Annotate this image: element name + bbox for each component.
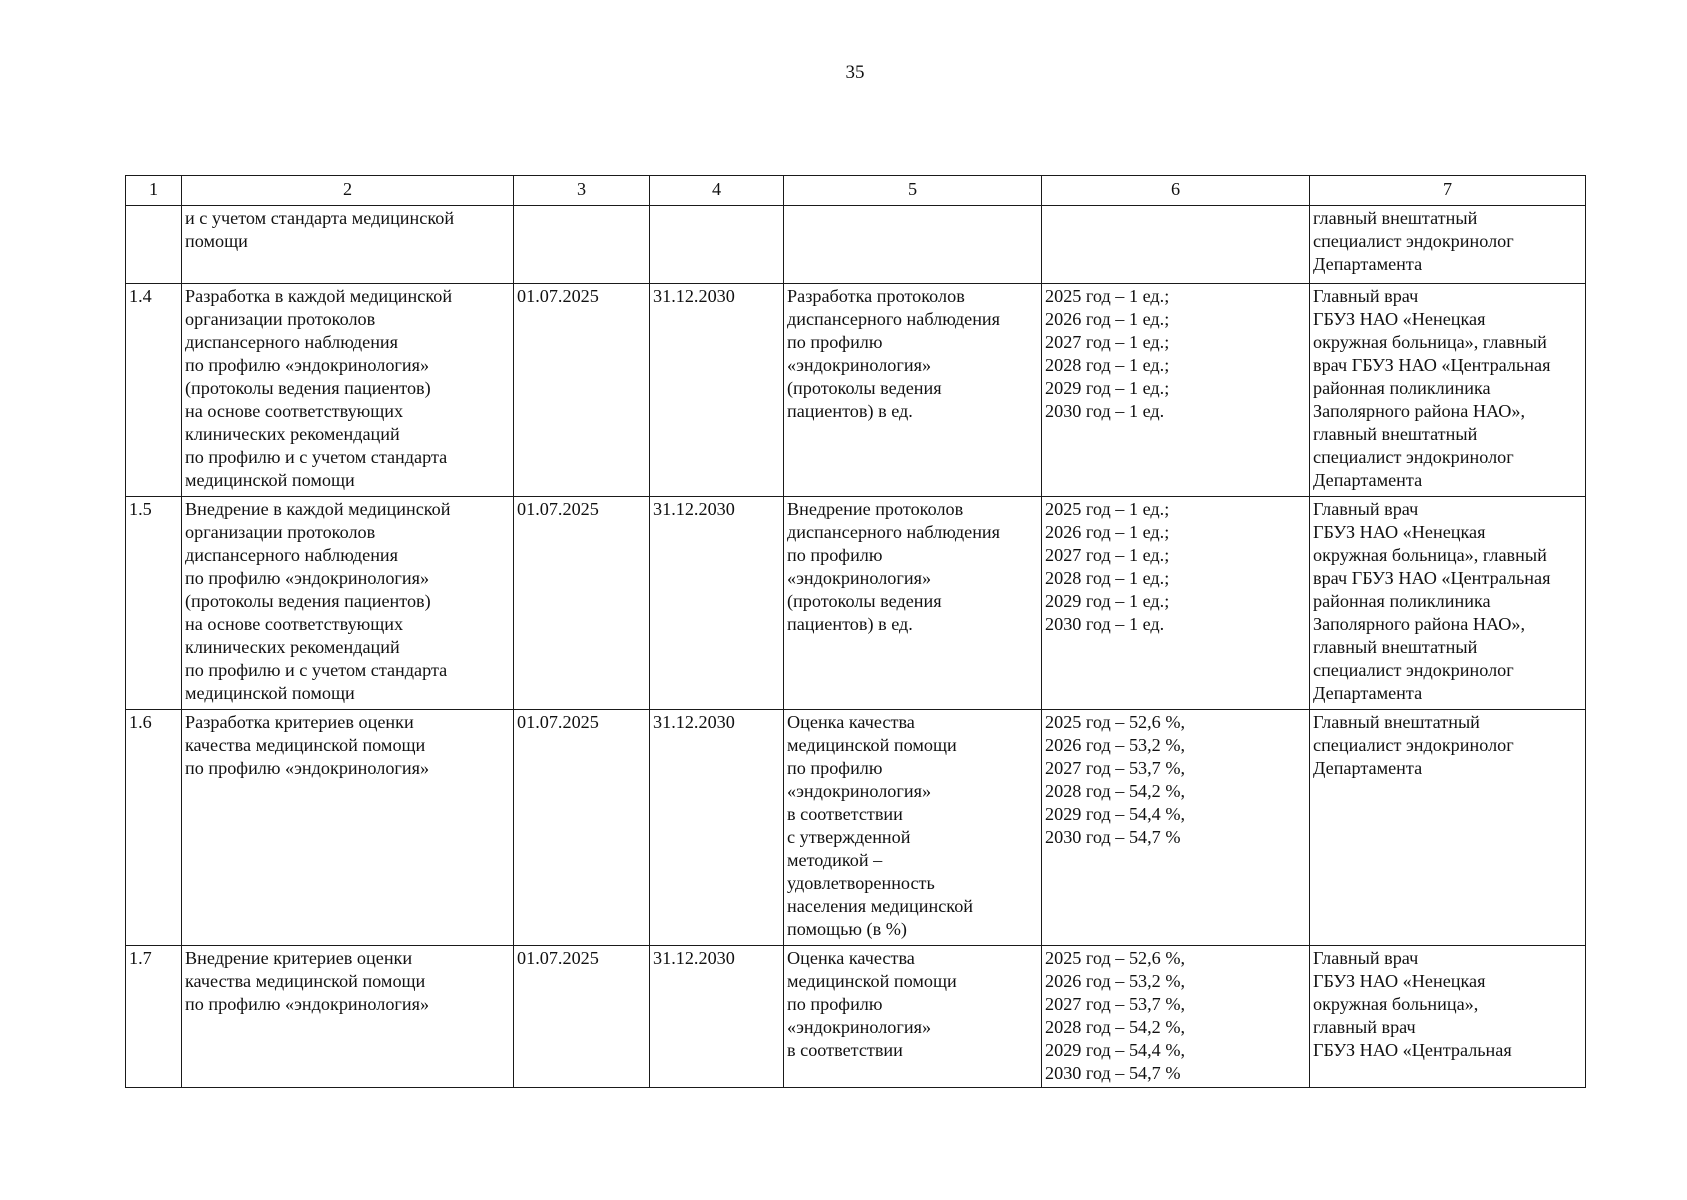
indicator-cell-line: Внедрение протоколов xyxy=(787,499,964,519)
indicator-cell-line: по профилю xyxy=(787,332,883,352)
target-values-cell-line: 2027 год – 53,7 %, xyxy=(1045,758,1186,778)
target-values-cell-line: 2029 год – 54,4 %, xyxy=(1045,804,1186,824)
responsible-cell-line: врач ГБУЗ НАО «Центральная xyxy=(1313,568,1551,588)
indicator-cell-line: Оценка качества xyxy=(787,712,915,732)
table-row xyxy=(126,946,1586,1088)
end-date-cell: 31.12.2030 xyxy=(650,497,784,710)
row-number-cell: 1.7 xyxy=(126,946,182,1088)
column-header: 5 xyxy=(784,176,1042,206)
responsible-cell-line: главный внештатный xyxy=(1313,637,1478,657)
activity-cell-line: по профилю «эндокринология» xyxy=(185,994,430,1014)
responsible-cell-line: Главный внештатный xyxy=(1313,712,1480,732)
indicator-cell-line: пациентов) в ед. xyxy=(787,614,913,634)
table-body xyxy=(126,206,1586,1088)
target-values-cell-line: 2027 год – 53,7 %, xyxy=(1045,994,1186,1014)
responsible-cell xyxy=(1310,710,1586,946)
target-values-cell-line: 2025 год – 1 ед.; xyxy=(1045,286,1170,306)
target-values-cell xyxy=(1042,284,1310,497)
activity-cell-line: (протоколы ведения пациентов) xyxy=(185,591,431,611)
table-row xyxy=(126,206,1586,284)
responsible-cell-line: Департамента xyxy=(1313,758,1423,778)
responsible-cell xyxy=(1310,946,1586,1088)
indicator-cell xyxy=(784,946,1042,1088)
responsible-cell-line: окружная больница», главный xyxy=(1313,332,1547,352)
column-header: 7 xyxy=(1310,176,1586,206)
activity-cell xyxy=(182,206,514,284)
target-values-cell-line: 2030 год – 1 ед. xyxy=(1045,401,1165,421)
target-values-cell xyxy=(1042,710,1310,946)
indicator-cell-line: Разработка протоколов xyxy=(787,286,965,306)
responsible-cell-line: специалист эндокринолог xyxy=(1313,660,1514,680)
activity-cell-line: по профилю «эндокринология» xyxy=(185,758,430,778)
activity-cell-line: клинических рекомендаций xyxy=(185,637,400,657)
target-values-cell-line: 2029 год – 54,4 %, xyxy=(1045,1040,1186,1060)
target-values-cell-line: 2028 год – 54,2 %, xyxy=(1045,781,1186,801)
activity-cell xyxy=(182,497,514,710)
responsible-cell-line: ГБУЗ НАО «Центральная xyxy=(1313,1040,1512,1060)
start-date-cell: 01.07.2025 xyxy=(514,710,650,946)
indicator-cell-line: пациентов) в ед. xyxy=(787,401,913,421)
activity-cell-line: Разработка в каждой медицинской xyxy=(185,286,453,306)
activity-cell-line: (протоколы ведения пациентов) xyxy=(185,378,431,398)
responsible-cell-line: районная поликлиника xyxy=(1313,591,1491,611)
indicator-cell-line: медицинской помощи xyxy=(787,735,957,755)
target-values-cell-line: 2026 год – 1 ед.; xyxy=(1045,309,1170,329)
indicator-cell-line: диспансерного наблюдения xyxy=(787,522,1001,542)
activities-table xyxy=(125,175,1586,1088)
target-values-cell-line: 2030 год – 1 ед. xyxy=(1045,614,1165,634)
row-number-cell: 1.4 xyxy=(126,284,182,497)
responsible-cell-line: Департамента xyxy=(1313,470,1423,490)
table-row xyxy=(126,284,1586,497)
row-number-cell: 1.5 xyxy=(126,497,182,710)
column-header: 1 xyxy=(126,176,182,206)
responsible-cell-line: специалист эндокринолог xyxy=(1313,231,1514,251)
activity-cell-line: диспансерного наблюдения xyxy=(185,545,399,565)
row-number-cell xyxy=(126,206,182,284)
indicator-cell-line: «эндокринология» xyxy=(787,568,932,588)
responsible-cell xyxy=(1310,497,1586,710)
target-values-cell-line: 2026 год – 53,2 %, xyxy=(1045,971,1186,991)
activity-cell-line: организации протоколов xyxy=(185,309,376,329)
activity-cell-line: клинических рекомендаций xyxy=(185,424,400,444)
indicator-cell-line: диспансерного наблюдения xyxy=(787,309,1001,329)
indicator-cell-line: по профилю xyxy=(787,994,883,1014)
activity-cell-line: по профилю «эндокринология» xyxy=(185,355,430,375)
column-header: 6 xyxy=(1042,176,1310,206)
indicator-cell xyxy=(784,206,1042,284)
indicator-cell-line: «эндокринология» xyxy=(787,781,932,801)
column-header: 4 xyxy=(650,176,784,206)
target-values-cell-line: 2030 год – 54,7 % xyxy=(1045,827,1181,847)
table-row xyxy=(126,710,1586,946)
indicator-cell-line: с утвержденной xyxy=(787,827,911,847)
start-date-cell: 01.07.2025 xyxy=(514,946,650,1088)
activity-cell-line: и с учетом стандарта медицинской xyxy=(185,208,455,228)
activity-cell-line: медицинской помощи xyxy=(185,683,355,703)
indicator-cell-line: в соответствии xyxy=(787,1040,903,1060)
target-values-cell xyxy=(1042,497,1310,710)
responsible-cell-line: ГБУЗ НАО «Ненецкая xyxy=(1313,309,1486,329)
activity-cell-line: диспансерного наблюдения xyxy=(185,332,399,352)
column-header: 2 xyxy=(182,176,514,206)
responsible-cell-line: Департамента xyxy=(1313,254,1423,274)
target-values-cell-line: 2026 год – 53,2 %, xyxy=(1045,735,1186,755)
row-number-cell: 1.6 xyxy=(126,710,182,946)
activity-cell-line: медицинской помощи xyxy=(185,470,355,490)
responsible-cell xyxy=(1310,284,1586,497)
activity-cell xyxy=(182,946,514,1088)
responsible-cell-line: ГБУЗ НАО «Ненецкая xyxy=(1313,971,1486,991)
activity-cell xyxy=(182,284,514,497)
indicator-cell xyxy=(784,710,1042,946)
responsible-cell-line: окружная больница», главный xyxy=(1313,545,1547,565)
target-values-cell-line: 2025 год – 1 ед.; xyxy=(1045,499,1170,519)
end-date-cell: 31.12.2030 xyxy=(650,710,784,946)
activity-cell-line: помощи xyxy=(185,231,248,251)
indicator-cell-line: населения медицинской xyxy=(787,896,974,916)
responsible-cell-line: Главный врач xyxy=(1313,286,1419,306)
responsible-cell-line: районная поликлиника xyxy=(1313,378,1491,398)
end-date-cell xyxy=(650,206,784,284)
table-header-row xyxy=(126,176,1586,206)
responsible-cell-line: Заполярного района НАО», xyxy=(1313,401,1526,421)
indicator-cell-line: по профилю xyxy=(787,758,883,778)
indicator-cell xyxy=(784,497,1042,710)
target-values-cell-line: 2028 год – 54,2 %, xyxy=(1045,1017,1186,1037)
responsible-cell-line: специалист эндокринолог xyxy=(1313,735,1514,755)
indicator-cell-line: (протоколы ведения xyxy=(787,378,942,398)
indicator-cell-line: по профилю xyxy=(787,545,883,565)
indicator-cell-line: медицинской помощи xyxy=(787,971,957,991)
end-date-cell: 31.12.2030 xyxy=(650,284,784,497)
table-row xyxy=(126,497,1586,710)
responsible-cell-line: Главный врач xyxy=(1313,499,1419,519)
activity-cell-line: по профилю и с учетом стандарта xyxy=(185,660,448,680)
target-values-cell-line: 2030 год – 54,7 % xyxy=(1045,1063,1181,1083)
target-values-cell-line: 2028 год – 1 ед.; xyxy=(1045,568,1170,588)
indicator-cell-line: «эндокринология» xyxy=(787,1017,932,1037)
activity-cell-line: Внедрение критериев оценки xyxy=(185,948,413,968)
indicator-cell-line: удовлетворенность xyxy=(787,873,935,893)
target-values-cell-line: 2026 год – 1 ед.; xyxy=(1045,522,1170,542)
indicator-cell-line: Оценка качества xyxy=(787,948,915,968)
start-date-cell xyxy=(514,206,650,284)
indicator-cell-line: методикой – xyxy=(787,850,883,870)
indicator-cell xyxy=(784,284,1042,497)
target-values-cell-line: 2027 год – 1 ед.; xyxy=(1045,545,1170,565)
indicator-cell-line: в соответствии xyxy=(787,804,903,824)
responsible-cell-line: врач ГБУЗ НАО «Центральная xyxy=(1313,355,1551,375)
responsible-cell-line: окружная больница», xyxy=(1313,994,1479,1014)
target-values-cell-line: 2029 год – 1 ед.; xyxy=(1045,591,1170,611)
indicator-cell-line: (протоколы ведения xyxy=(787,591,942,611)
page-number: 35 xyxy=(845,62,865,83)
activity-cell-line: по профилю «эндокринология» xyxy=(185,568,430,588)
activity-cell-line: Внедрение в каждой медицинской xyxy=(185,499,451,519)
activity-cell-line: на основе соответствующих xyxy=(185,614,404,634)
activity-cell-line: Разработка критериев оценки xyxy=(185,712,414,732)
indicator-cell-line: «эндокринология» xyxy=(787,355,932,375)
activity-cell xyxy=(182,710,514,946)
activity-cell-line: качества медицинской помощи xyxy=(185,735,426,755)
target-values-cell-line: 2027 год – 1 ед.; xyxy=(1045,332,1170,352)
responsible-cell-line: Департамента xyxy=(1313,683,1423,703)
target-values-cell-line: 2028 год – 1 ед.; xyxy=(1045,355,1170,375)
responsible-cell-line: специалист эндокринолог xyxy=(1313,447,1514,467)
end-date-cell: 31.12.2030 xyxy=(650,946,784,1088)
column-header: 3 xyxy=(514,176,650,206)
responsible-cell-line: главный внештатный xyxy=(1313,424,1478,444)
start-date-cell: 01.07.2025 xyxy=(514,284,650,497)
responsible-cell-line: Заполярного района НАО», xyxy=(1313,614,1526,634)
indicator-cell-line: помощью (в %) xyxy=(787,919,907,939)
target-values-cell-line: 2025 год – 52,6 %, xyxy=(1045,712,1186,732)
activity-cell-line: на основе соответствующих xyxy=(185,401,404,421)
target-values-cell-line: 2025 год – 52,6 %, xyxy=(1045,948,1186,968)
start-date-cell: 01.07.2025 xyxy=(514,497,650,710)
responsible-cell-line: Главный врач xyxy=(1313,948,1419,968)
target-values-cell xyxy=(1042,206,1310,284)
target-values-cell xyxy=(1042,946,1310,1088)
responsible-cell-line: ГБУЗ НАО «Ненецкая xyxy=(1313,522,1486,542)
responsible-cell xyxy=(1310,206,1586,284)
activity-cell-line: качества медицинской помощи xyxy=(185,971,426,991)
responsible-cell-line: главный врач xyxy=(1313,1017,1416,1037)
responsible-cell-line: главный внештатный xyxy=(1313,208,1478,228)
activity-cell-line: по профилю и с учетом стандарта xyxy=(185,447,448,467)
activity-cell-line: организации протоколов xyxy=(185,522,376,542)
target-values-cell-line: 2029 год – 1 ед.; xyxy=(1045,378,1170,398)
